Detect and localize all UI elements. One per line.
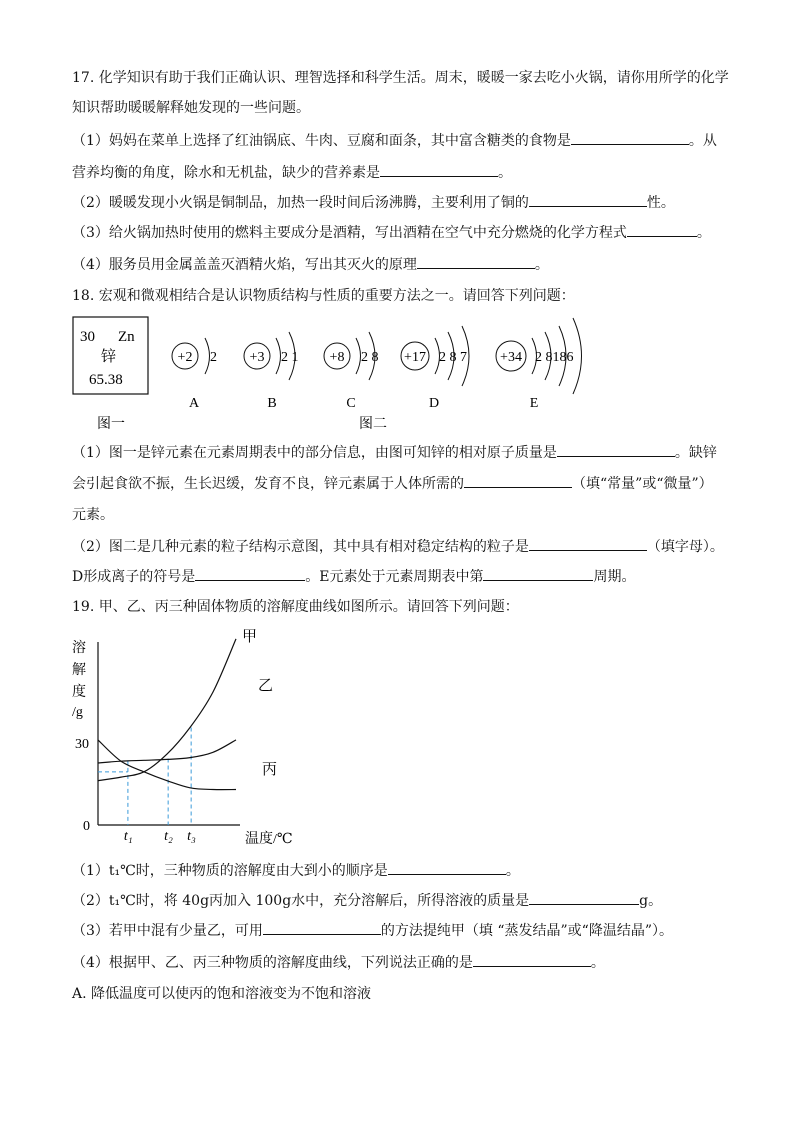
q18-intro: 18. 宏观和微观相结合是认识物质结构与性质的重要方法之一。请回答下列问题： [72,288,575,304]
zinc-symbol: Zn [118,329,135,345]
particle-c-electrons: 2 8 [361,350,379,365]
chart-series-labels [242,628,277,778]
q19-answer-blank-1[interactable] [388,860,506,875]
particle-a-letter: A [188,396,200,411]
particle-a-nucleus: +2 [177,350,193,365]
particle-c-letter: C [346,396,356,411]
chart-guide-lines [98,728,191,826]
series-line-3 [98,740,236,790]
zinc-atomic-mass: 65.38 [89,372,123,388]
particle-a-electrons: 2 [210,350,217,365]
q17-part2: （2）暖暖发现小火锅是铜制品，加热一段时间后汤沸腾，主要利用了铜的 性。 [72,192,675,213]
origin-label: 0 [83,819,90,834]
q18-part1-line-3: 元素。 [72,507,114,523]
q18-part2-line-1: （2）图二是几种元素的粒子结构示意图，其中具有相对稳定结构的粒子是 （填字母）。 [72,536,724,557]
q17-answer-blank-5[interactable] [417,254,535,269]
particle-e [496,318,582,411]
q19-intro: 19. 甲、乙、丙三种固体物质的溶解度曲线如图所示。请回答下列问题： [72,599,519,615]
particle-d-electrons: 2 8 7 [439,350,467,365]
atomic-structure-figures [0,312,793,432]
q19-answer-blank-3[interactable] [263,920,381,935]
q19-part4: （4）根据甲、乙、丙三种物质的溶解度曲线，下列说法正确的是 。 [72,952,605,973]
x-tick-label-2: t₂ [164,829,173,844]
q18-answer-blank-1[interactable] [557,442,675,457]
q18-part1-line-1: （1）图一是锌元素在元素周期表中的部分信息，由图可知锌的相对原子质量是 。缺锌 [72,442,717,463]
q17-part4: （4）服务员用金属盖盖灭酒精火焰，写出其灭火的原理 。 [72,254,549,275]
q17-answer-blank-2[interactable] [380,162,498,177]
q17-part1-line-1: （1）妈妈在菜单上选择了红油锅底、牛肉、豆腐和面条，其中富含糖类的食物是 。从 [72,130,717,151]
series-label-3: 丙 [262,762,278,778]
particle-e-electrons: 2 8186 [535,350,574,365]
q19-option-a[interactable]: A. 降低温度可以使丙的饱和溶液变为不饱和溶液 [72,986,372,1002]
chart-x-ticks [124,829,196,844]
y-axis-label-char-4: /g [72,705,83,720]
chart-curves [98,639,236,790]
series-label-1: 甲 [242,629,258,645]
series-label-2: 乙 [258,678,274,694]
particle-d-letter: D [428,396,440,411]
q17-answer-blank-4[interactable] [627,222,697,237]
q19-part3: （3）若甲中混有少量乙，可用 的方法提纯甲（填 “蒸发结晶”或“降温结晶”）。 [72,920,673,941]
y-tick-label-30: 30 [75,737,89,752]
particle-b-nucleus: +3 [249,350,265,365]
q18-answer-blank-5[interactable] [483,566,593,581]
figure-1-label: 图一 [97,417,125,432]
particle-c [324,332,379,411]
x-tick-label-3: t₃ [187,829,196,844]
q19-answer-blank-4[interactable] [473,952,591,967]
y-axis-label-char-3: 度 [72,685,86,700]
zinc-periodic-cell [73,317,148,394]
particle-e-nucleus: +34 [500,350,522,365]
q17-answer-blank-1[interactable] [571,130,689,145]
particle-b [244,332,299,411]
q19-part2: （2）t₁℃时，将 40g丙加入 100g水中，充分溶解后，所得溶液的质量是 g。 [72,890,662,911]
particle-a [172,338,217,411]
particle-d-nucleus: +17 [404,350,426,365]
q18-part2-line-2: D形成离子的符号是 。E元素处于元素周期表中第 周期。 [72,566,635,587]
solubility-chart [0,622,793,850]
y-axis-label-char-2: 解 [72,663,86,678]
particle-c-nucleus: +8 [329,350,345,365]
q17-part1-line-2: 营养均衡的角度，除水和无机盐，缺少的营养素是 。 [72,162,512,183]
q17-answer-blank-3[interactable] [529,192,647,207]
q19-answer-blank-2[interactable] [529,890,639,905]
y-axis-label-char-1: 溶 [72,641,86,656]
zinc-atomic-number: 30 [80,329,95,345]
q19-part1: （1）t₁℃时，三种物质的溶解度由大到小的顺序是 。 [72,860,520,881]
q17-intro-line-2: 知识帮助暖暖解释她发现的一些问题。 [72,100,310,116]
particle-b-electrons: 2 1 [281,350,299,365]
q18-part1-line-2: 会引起食欲不振，生长迟缓，发育不良，锌元素属于人体所需的 （填“常量”或“微量”） [72,473,713,494]
q17-part3: （3）给火锅加热时使用的燃料主要成分是酒精，写出酒精在空气中充分燃烧的化学方程式 。 [72,222,711,243]
figure-2-label: 图二 [359,417,387,432]
q18-answer-blank-2[interactable] [464,473,572,488]
particle-d [401,326,469,411]
q17-intro-line-1: 17. 化学知识有助于我们正确认识、理智选择和科学生活。周末，暖暖一家去吃小火锅，请你用所学的化学 [72,70,729,86]
particle-b-letter: B [267,396,277,411]
zinc-name: 锌 [101,349,117,365]
x-axis-label: 温度/℃ [245,832,293,847]
particle-e-letter: E [529,396,539,411]
q18-answer-blank-3[interactable] [529,536,647,551]
x-tick-label-1: t₁ [123,829,133,844]
q18-answer-blank-4[interactable] [195,566,305,581]
